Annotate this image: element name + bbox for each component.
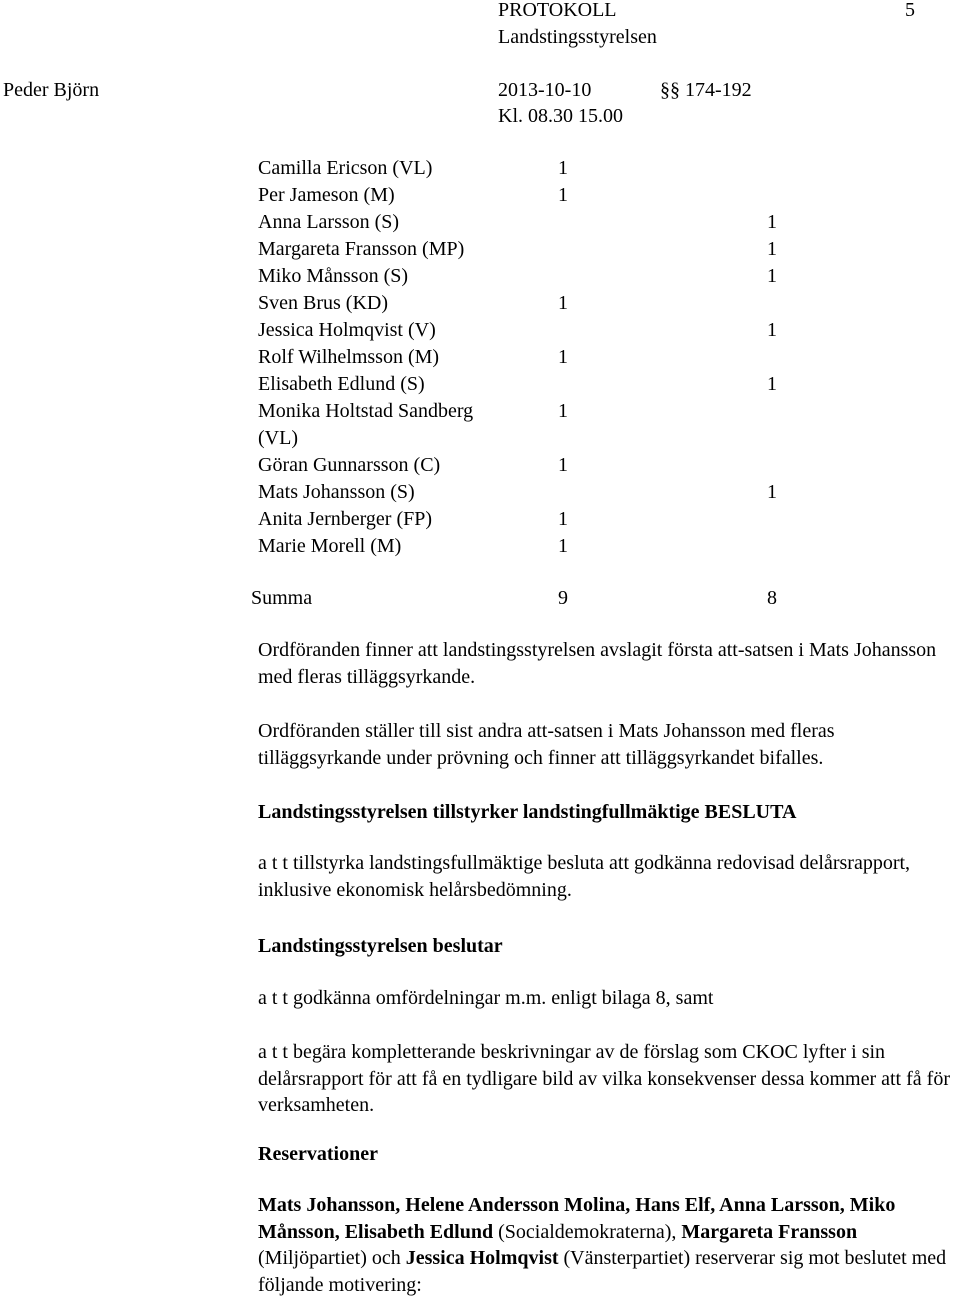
reservation-party-s: (Socialdemokraterna), bbox=[493, 1220, 682, 1243]
summa-yes: 9 bbox=[558, 587, 568, 609]
paragraph-2: Ordföranden ställer till sist andra att-satsen i Mats Johansson med fleras tilläggsyrkande under prövning och finner att tilläggsyrkandet bifalles. bbox=[258, 720, 835, 769]
organ-name: Landstingsstyrelsen bbox=[498, 26, 657, 48]
paragraph-4: a t t godkänna omfördelningar m.m. enligt bilaga 8, samt bbox=[258, 987, 714, 1009]
page-number: 5 bbox=[905, 0, 915, 21]
vote-yes-count: 1 bbox=[558, 292, 568, 314]
vote-member-name: Marie Morell (M) bbox=[258, 535, 402, 557]
author-name: Peder Björn bbox=[3, 79, 100, 101]
vote-member-name: Miko Månsson (S) bbox=[258, 265, 409, 287]
vote-yes-count: 1 bbox=[558, 535, 568, 557]
summa-no: 8 bbox=[767, 587, 777, 609]
reservation-names-mp: Margareta Fransson bbox=[681, 1220, 858, 1243]
vote-yes-count: 1 bbox=[558, 346, 568, 368]
paragraph-1: Ordföranden finner att landstingsstyrelsen avslagit första att-satsen i Mats Johansson med fleras tilläggsyrkande. bbox=[258, 639, 937, 688]
vote-member-name: Mats Johansson (S) bbox=[258, 481, 415, 503]
vote-member-name: Sven Brus (KD) bbox=[258, 292, 388, 314]
reservation-names-s: Mats Johansson, Helene Andersson Molina, Hans Elf, Anna Larsson, Miko Månsson, Elisabeth Edlund bbox=[258, 1194, 896, 1243]
vote-no-count: 1 bbox=[767, 481, 777, 503]
vote-yes-count: 1 bbox=[558, 400, 568, 422]
reservation-party-v: (Vänsterpartiet) reserverar sig mot beslutet med följande motivering: bbox=[258, 1247, 947, 1296]
reservation-party-mp: (Miljöpartiet) och bbox=[258, 1247, 406, 1269]
meeting-time: Kl. 08.30 15.00 bbox=[498, 105, 623, 127]
vote-yes-count: 1 bbox=[558, 157, 568, 179]
vote-no-count: 1 bbox=[767, 319, 777, 341]
vote-member-name: Anita Jernberger (FP) bbox=[258, 508, 433, 530]
vote-member-name: Anna Larsson (S) bbox=[258, 211, 400, 233]
vote-no-count: 1 bbox=[767, 373, 777, 395]
vote-member-name: Göran Gunnarsson (C) bbox=[258, 454, 441, 476]
heading-reservationer: Reservationer bbox=[258, 1143, 378, 1165]
vote-member-name: Elisabeth Edlund (S) bbox=[258, 373, 425, 395]
reservation-names-v: Jessica Holmqvist bbox=[405, 1247, 559, 1269]
summa-label: Summa bbox=[251, 587, 313, 609]
vote-no-count: 1 bbox=[767, 211, 777, 233]
vote-member-name: Rolf Wilhelmsson (M) bbox=[258, 346, 440, 368]
vote-member-name: Margareta Fransson (MP) bbox=[258, 238, 465, 260]
vote-yes-count: 1 bbox=[558, 508, 568, 530]
vote-member-name: Jessica Holmqvist (V) bbox=[258, 319, 436, 341]
heading-beslutar: Landstingsstyrelsen beslutar bbox=[258, 935, 503, 957]
vote-no-count: 1 bbox=[767, 238, 777, 260]
vote-no-count: 1 bbox=[767, 265, 777, 287]
paragraph-5: a t t begära kompletterande beskrivningar av de förslag som CKOC lyfter i sin delårsrapport för att få en tydligare bild av vilka konsekvenser dessa kommer att få för verksamheten. bbox=[258, 1041, 950, 1116]
meeting-date: 2013-10-10 bbox=[498, 79, 592, 101]
paragraph-3: a t t tillstyrka landstingsfullmäktige besluta att godkänna redovisad delårsrapport, inklusive ekonomisk helårsbedömning. bbox=[258, 852, 911, 901]
vote-yes-count: 1 bbox=[558, 454, 568, 476]
vote-member-name: Monika Holtstad Sandberg bbox=[258, 400, 474, 422]
vote-member-name: Camilla Ericson (VL) bbox=[258, 157, 433, 179]
vote-yes-count: 1 bbox=[558, 184, 568, 206]
doc-type: PROTOKOLL bbox=[498, 0, 617, 21]
heading-tillstyrker: Landstingsstyrelsen tillstyrker landstingfullmäktige BESLUTA bbox=[258, 801, 797, 823]
reservation-paragraph bbox=[258, 1192, 958, 1298]
vote-member-name: (VL) bbox=[258, 427, 298, 449]
paragraph-range: §§ 174-192 bbox=[660, 79, 752, 101]
vote-member-name: Per Jameson (M) bbox=[258, 184, 395, 206]
